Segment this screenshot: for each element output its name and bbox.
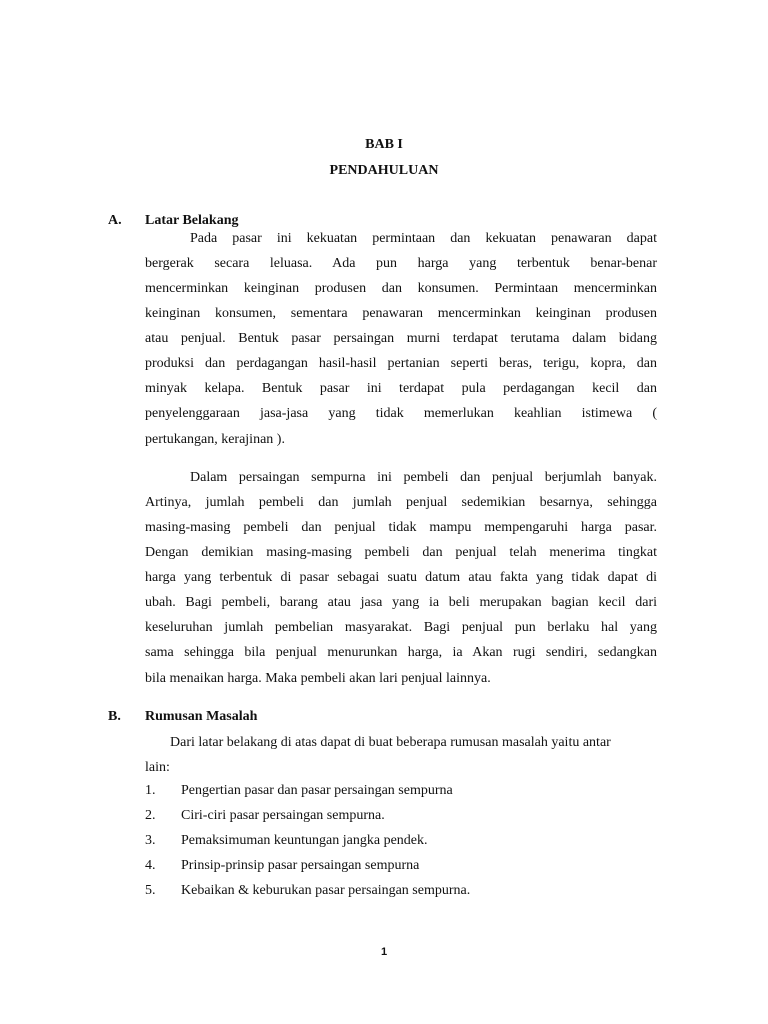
paragraph-line: masing-masing pembeli dan penjual tidak mampu mempengaruhi harga pasar.: [145, 520, 657, 535]
paragraph-line: bila menaikan harga. Maka pembeli akan lari penjual lainnya.: [145, 671, 491, 686]
list-item-number: 3.: [145, 833, 156, 848]
paragraph-line: harga yang terbentuk di pasar sebagai suatu datum atau fakta yang tidak dapat di: [145, 570, 657, 585]
list-item-text: Ciri-ciri pasar persaingan sempurna.: [181, 808, 385, 823]
paragraph-line: atau penjual. Bentuk pasar persaingan murni terdapat terutama dalam bidang: [145, 331, 657, 346]
list-item-text: Prinsip-prinsip pasar persaingan sempurna: [181, 858, 420, 873]
paragraph-line: Dalam persaingan sempurna ini pembeli dan penjual berjumlah banyak.: [190, 470, 657, 485]
list-item-number: 4.: [145, 858, 156, 873]
section-a-title: Latar Belakang: [145, 213, 239, 228]
list-item-text: Pengertian pasar dan pasar persaingan sempurna: [181, 783, 453, 798]
paragraph-line: ubah. Bagi pembeli, barang atau jasa yang ia beli merupakan bagian kecil dari: [145, 595, 657, 610]
paragraph-line: sama sehingga bila penjual menurunkan harga, ia Akan rugi sendiri, sedangkan: [145, 645, 657, 660]
list-item-text: Kebaikan & keburukan pasar persaingan sempurna.: [181, 883, 471, 898]
paragraph-line: pertukangan, kerajinan ).: [145, 432, 285, 447]
paragraph-line: penyelenggaraan jasa-jasa yang tidak memerlukan keahlian istimewa (: [145, 406, 657, 421]
section-b-letter: B.: [108, 709, 121, 724]
paragraph-line: keseluruhan jumlah pembelian masyarakat. Bagi penjual pun berlaku hal yang: [145, 620, 657, 635]
intro-line: lain:: [145, 760, 170, 775]
list-item-number: 2.: [145, 808, 156, 823]
paragraph-line: bergerak secara leluasa. Ada pun harga yang terbentuk benar-benar: [145, 256, 657, 271]
intro-line: Dari latar belakang di atas dapat di buat beberapa rumusan masalah yaitu antar: [170, 735, 611, 750]
paragraph-line: keinginan konsumen, sementara penawaran mencerminkan keinginan produsen: [145, 306, 657, 321]
paragraph-line: mencerminkan keinginan produsen dan konsumen. Permintaan mencerminkan: [145, 281, 657, 296]
section-b-title: Rumusan Masalah: [145, 709, 258, 724]
chapter-label: BAB I: [365, 137, 403, 152]
paragraph-line: Pada pasar ini kekuatan permintaan dan kekuatan penawaran dapat: [190, 231, 657, 246]
paragraph-line: Dengan demikian masing-masing pembeli dan penjual telah menerima tingkat: [145, 545, 657, 560]
paragraph-line: produksi dan perdagangan hasil-hasil pertanian seperti beras, terigu, kopra, dan: [145, 356, 657, 371]
chapter-title: PENDAHULUAN: [329, 163, 439, 178]
paragraph-line: minyak kelapa. Bentuk pasar ini terdapat pula perdagangan kecil dan: [145, 381, 657, 396]
paragraph-line: Artinya, jumlah pembeli dan jumlah penjual sedemikian besarnya, sehingga: [145, 495, 657, 510]
section-a-letter: A.: [108, 213, 122, 228]
page-number: 1: [380, 946, 388, 958]
list-item-number: 1.: [145, 783, 156, 798]
list-item-text: Pemaksimuman keuntungan jangka pendek.: [181, 833, 428, 848]
list-item-number: 5.: [145, 883, 156, 898]
